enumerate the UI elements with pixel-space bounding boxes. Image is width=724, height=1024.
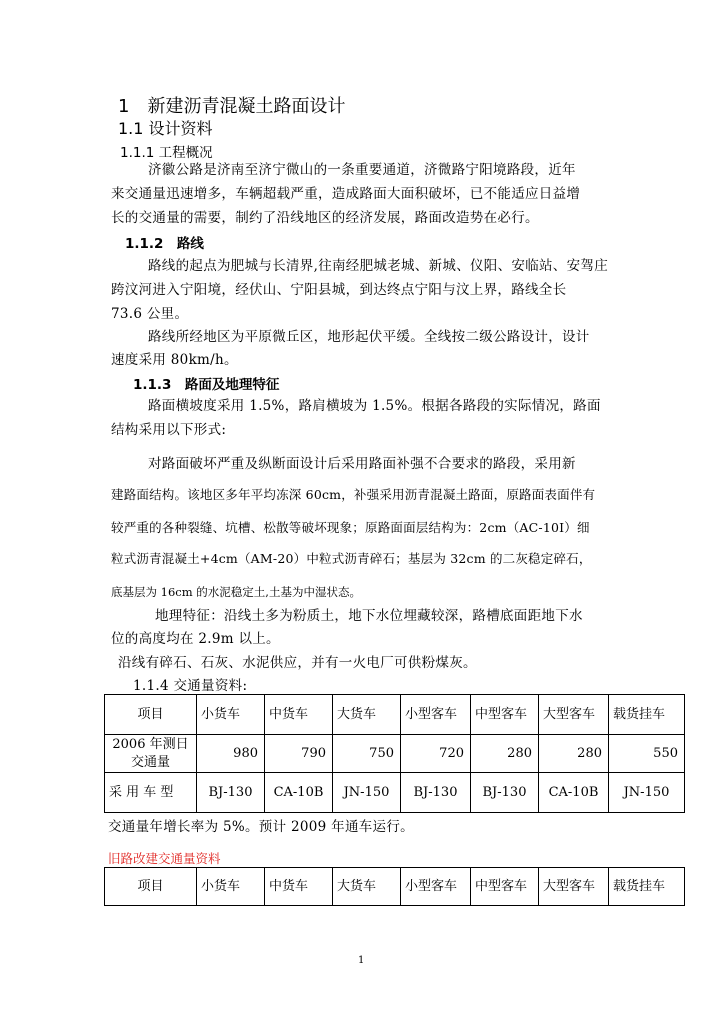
header-cell: 大货车 bbox=[333, 868, 401, 906]
header-cell: 项目 bbox=[105, 868, 197, 906]
header-cell: 中货车 bbox=[265, 695, 333, 735]
paragraph-line: 跨汶河进入宁阳境，经伏山、宁阳县城，到达终点宁阳与汶上界，路线全长 bbox=[111, 282, 567, 298]
header-cell: 中货车 bbox=[265, 868, 333, 906]
paragraph-line: 地理特征：沿线土多为粉质土，地下水位埋藏较深，路槽底面距地下水 bbox=[155, 608, 583, 624]
table-cell: 550 bbox=[609, 735, 685, 773]
growth-note: 交通量年增长率为 5%。预计 2009 年通车运行。 bbox=[108, 819, 414, 835]
old-road-table bbox=[104, 867, 685, 906]
header-cell: 中型客车 bbox=[471, 695, 539, 735]
paragraph-line: 来交通量迅速增多，车辆超载严重，造成路面大面积破坏，已不能适应日益增 bbox=[111, 186, 581, 202]
row-label: 采 用 车 型 bbox=[105, 773, 197, 813]
paragraph-line: 路面横坡度采用 1.5%，路肩横坡为 1.5%。根据各路段的实际情况，路面 bbox=[148, 398, 601, 414]
paragraph-line: 底基层为 16cm 的水泥稳定土,土基为中湿状态。 bbox=[111, 585, 361, 599]
paragraph-line: 位的高度均在 2.9m 以上。 bbox=[111, 631, 280, 647]
table-header-row bbox=[105, 695, 685, 735]
header-cell: 小型客车 bbox=[401, 868, 471, 906]
section-1-1-4-title: 1.1.4 交通量资料: bbox=[133, 678, 248, 694]
header-cell: 小货车 bbox=[197, 695, 265, 735]
row-label: 2006 年测日交通量 bbox=[105, 735, 197, 773]
old-road-title: 旧路改建交通量资料 bbox=[108, 851, 221, 866]
section-1-1-1-title: 1.1.1 工程概况 bbox=[120, 145, 213, 161]
header-cell: 小货车 bbox=[197, 868, 265, 906]
table-cell: 980 bbox=[197, 735, 265, 773]
table-cell: 790 bbox=[265, 735, 333, 773]
paragraph-line: 73.6 公里。 bbox=[111, 306, 189, 322]
header-cell: 载货挂车 bbox=[609, 868, 685, 906]
header-cell: 项目 bbox=[105, 695, 197, 735]
table-cell: CA-10B bbox=[539, 773, 609, 813]
heading-level1: 1 新建沥青混凝土路面设计 bbox=[118, 96, 346, 117]
table-cell: 280 bbox=[539, 735, 609, 773]
heading-level2: 1.1 设计资料 bbox=[118, 119, 213, 138]
header-cell: 小型客车 bbox=[401, 695, 471, 735]
table-cell: 720 bbox=[401, 735, 471, 773]
table-cell: CA-10B bbox=[265, 773, 333, 813]
table-row bbox=[105, 773, 685, 813]
paragraph-line: 济徽公路是济南至济宁微山的一条重要通道，济微路宁阳境路段，近年 bbox=[148, 162, 576, 178]
header-cell: 中型客车 bbox=[471, 868, 539, 906]
paragraph-line: 长的交通量的需要，制约了沿线地区的经济发展，路面改造势在必行。 bbox=[111, 210, 539, 226]
header-cell: 大货车 bbox=[333, 695, 401, 735]
table-cell: BJ-130 bbox=[197, 773, 265, 813]
paragraph-line: 结构采用以下形式: bbox=[111, 422, 227, 438]
table-cell: BJ-130 bbox=[471, 773, 539, 813]
paragraph-line: 路线的起点为肥城与长清界,往南经肥城老城、新城、仪阳、安临站、安驾庄 bbox=[148, 258, 608, 274]
traffic-volume-table bbox=[104, 694, 685, 813]
paragraph-line: 对路面破坏严重及纵断面设计后采用路面补强不合要求的路段，采用新 bbox=[148, 456, 576, 472]
section-1-1-2-title: 1.1.2 路线 bbox=[125, 236, 204, 252]
section-1-1-3-title: 1.1.3 路面及地理特征 bbox=[133, 377, 280, 393]
table-cell: 280 bbox=[471, 735, 539, 773]
header-cell: 大型客车 bbox=[539, 868, 609, 906]
paragraph-line: 粒式沥青混凝土+4cm（AM-20）中粒式沥青碎石；基层为 32cm 的二灰稳定碎石， bbox=[111, 551, 592, 566]
table-cell: 750 bbox=[333, 735, 401, 773]
table-row bbox=[105, 735, 685, 773]
paragraph-line: 较严重的各种裂缝、坑槽、松散等破坏现象；原路面面层结构为：2cm（AC-10Ⅰ）细 bbox=[111, 520, 590, 535]
paragraph-line: 路线所经地区为平原微丘区，地形起伏平缓。全线按二级公路设计，设计 bbox=[148, 329, 590, 345]
table-header-row bbox=[105, 868, 685, 906]
table-cell: BJ-130 bbox=[401, 773, 471, 813]
paragraph-line: 速度采用 80km/h。 bbox=[111, 352, 238, 368]
paragraph-line: 沿线有碎石、石灰、水泥供应，并有一火电厂可供粉煤灰。 bbox=[118, 655, 477, 671]
page-number: 1 bbox=[358, 955, 365, 966]
paragraph-line: 建路面结构。该地区多年平均冻深 60cm，补强采用沥青混凝土路面，原路面表面伴有 bbox=[111, 487, 596, 502]
header-cell: 载货挂车 bbox=[609, 695, 685, 735]
table-cell: JN-150 bbox=[609, 773, 685, 813]
header-cell: 大型客车 bbox=[539, 695, 609, 735]
table-cell: JN-150 bbox=[333, 773, 401, 813]
